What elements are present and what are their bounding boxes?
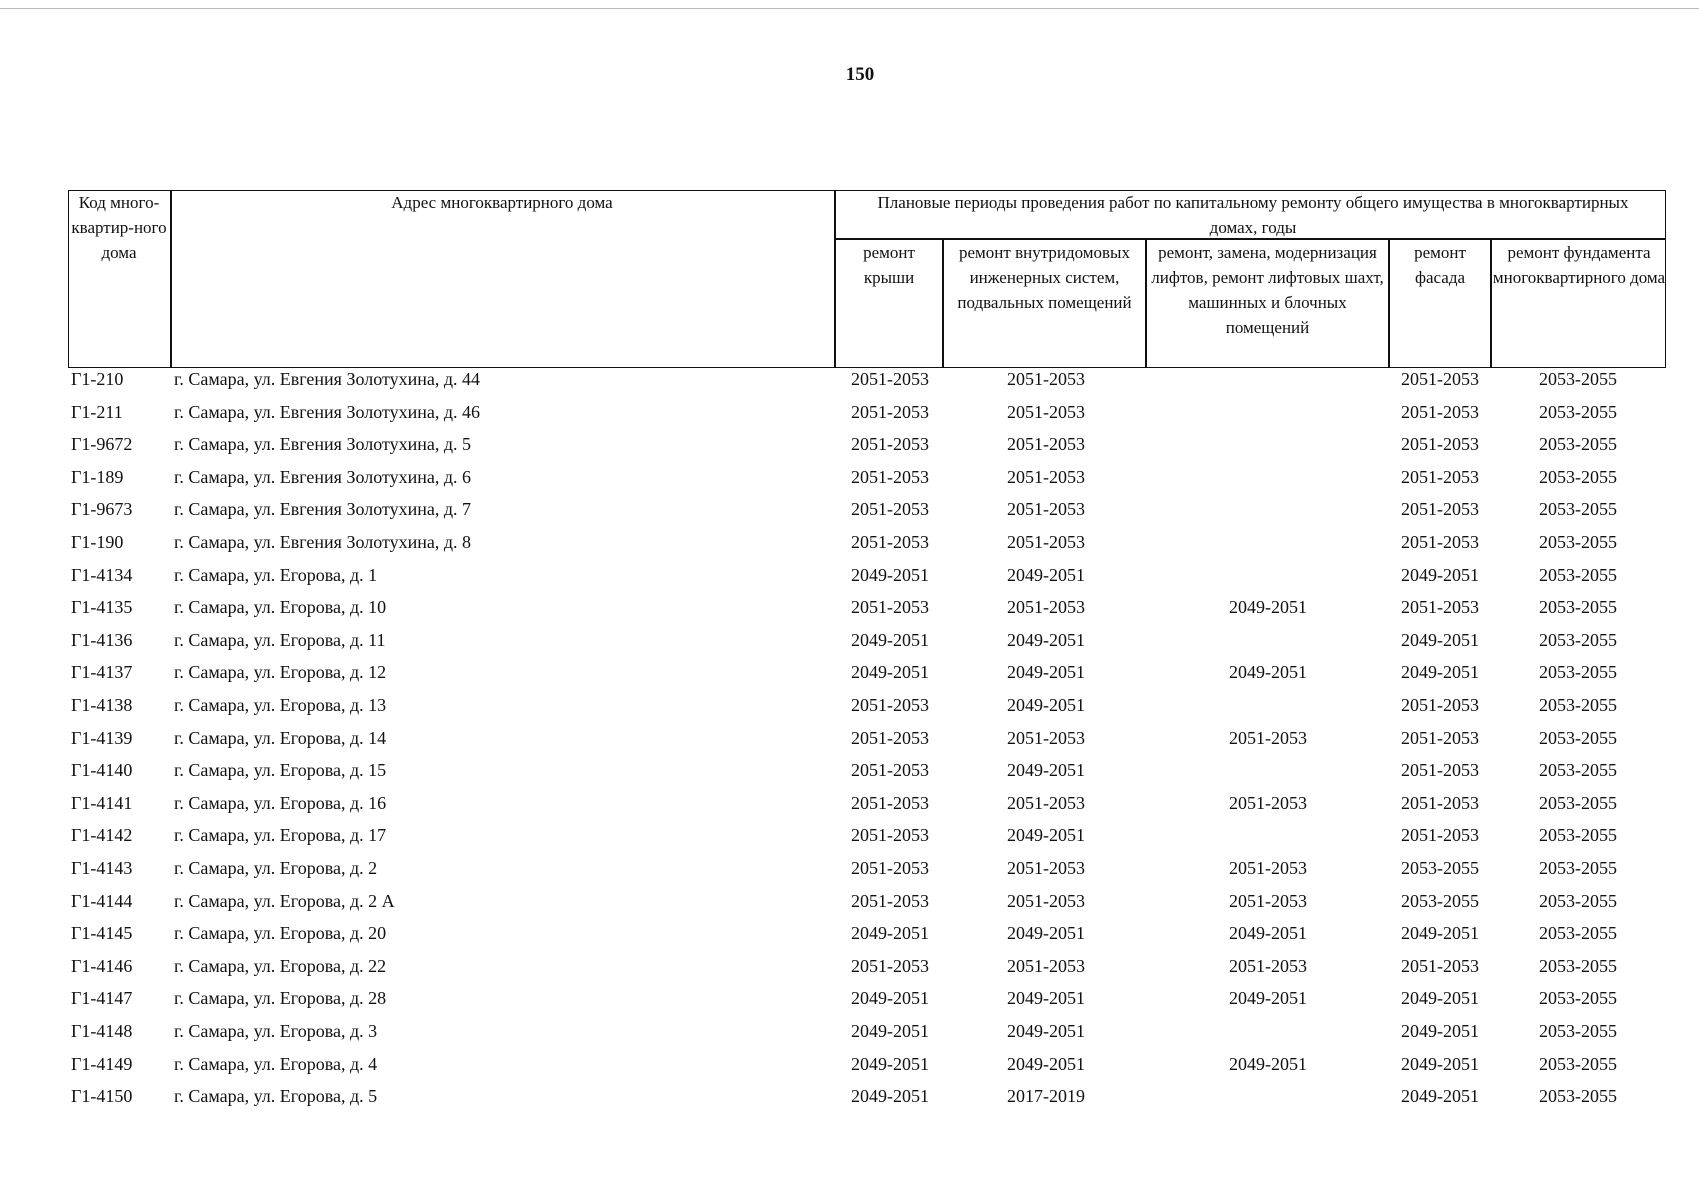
cell-address: г. Самара, ул. Егорова, д. 22 (174, 955, 387, 976)
cell-lifts: 2049-2051 (1229, 923, 1307, 944)
table-row (0, 402, 1699, 434)
table-row (0, 499, 1699, 531)
table-row (0, 956, 1699, 988)
cell-facade: 2049-2051 (1401, 923, 1479, 944)
table-row (0, 891, 1699, 923)
cell-systems: 2017-2019 (1007, 1086, 1085, 1107)
header-address: Адрес многоквартирного дома (391, 193, 613, 212)
cell-foundation: 2053-2055 (1539, 695, 1617, 715)
cell-facade: 2049-2051 (1401, 1086, 1479, 1107)
cell-facade: 2049-2051 (1401, 564, 1479, 585)
cell-address: г. Самара, ул. Егорова, д. 17 (174, 825, 387, 846)
cell-code: Г1-4137 (71, 662, 133, 683)
cell-systems: 2051-2053 (1007, 401, 1085, 422)
cell-foundation: 2053-2055 (1539, 532, 1617, 552)
cell-facade: 2051-2053 (1401, 401, 1479, 422)
cell-facade: 2049-2051 (1401, 988, 1479, 1009)
cell-systems: 2051-2053 (1007, 434, 1085, 455)
cell-foundation: 2053-2055 (1539, 499, 1617, 520)
cell-systems: 2051-2053 (1007, 727, 1085, 748)
table-row (0, 988, 1699, 1020)
cell-code: Г1-4143 (71, 858, 133, 878)
cell-foundation: 2053-2055 (1539, 727, 1617, 748)
cell-lifts: 2049-2051 (1229, 597, 1307, 618)
cell-foundation: 2053-2055 (1539, 890, 1617, 911)
cell-facade: 2053-2055 (1401, 890, 1479, 911)
cell-facade: 2049-2051 (1401, 1021, 1479, 1041)
cell-roof: 2049-2051 (851, 1021, 929, 1041)
cell-foundation: 2053-2055 (1539, 401, 1617, 422)
cell-roof: 2051-2053 (851, 955, 929, 976)
cell-code: Г1-4135 (71, 597, 133, 618)
cell-address: г. Самара, ул. Егорова, д. 12 (174, 662, 387, 683)
cell-code: Г1-211 (71, 401, 123, 422)
cell-code: Г1-4136 (71, 629, 133, 650)
cell-systems: 2049-2051 (1007, 1021, 1085, 1041)
cell-roof: 2049-2051 (851, 662, 929, 683)
cell-systems: 2049-2051 (1007, 1053, 1085, 1074)
cell-address: г. Самара, ул. Егорова, д. 16 (174, 792, 387, 813)
header-foundation: ремонт фундамента многоквартирного дома (1492, 243, 1666, 287)
table-row (0, 1054, 1699, 1086)
cell-systems: 2049-2051 (1007, 988, 1085, 1009)
header-systems: ремонт внутридомовых инженерных систем, подвальных помещений (957, 243, 1132, 312)
cell-foundation: 2053-2055 (1539, 792, 1617, 813)
cell-address: г. Самара, ул. Егорова, д. 28 (174, 988, 387, 1009)
cell-roof: 2051-2053 (851, 597, 929, 618)
cell-facade: 2051-2053 (1401, 369, 1479, 389)
cell-code: Г1-4142 (71, 825, 133, 846)
cell-code: Г1-210 (71, 369, 124, 389)
table-row (0, 662, 1699, 694)
cell-foundation: 2053-2055 (1539, 858, 1617, 878)
cell-roof: 2049-2051 (851, 923, 929, 944)
header-facade: ремонт фасада (1414, 243, 1466, 287)
cell-facade: 2053-2055 (1401, 858, 1479, 878)
cell-address: г. Самара, ул. Егорова, д. 4 (174, 1053, 378, 1074)
cell-code: Г1-4138 (71, 695, 133, 715)
cell-address: г. Самара, ул. Евгения Золотухина, д. 46 (174, 401, 481, 422)
cell-code: Г1-4144 (71, 890, 133, 911)
table-row (0, 825, 1699, 857)
cell-code: Г1-4146 (71, 955, 133, 976)
cell-roof: 2051-2053 (851, 760, 929, 781)
cell-systems: 2049-2051 (1007, 760, 1085, 781)
cell-address: г. Самара, ул. Евгения Золотухина, д. 7 (174, 499, 472, 520)
table-row (0, 467, 1699, 499)
cell-systems: 2049-2051 (1007, 564, 1085, 585)
cell-systems: 2051-2053 (1007, 499, 1085, 520)
cell-foundation: 2053-2055 (1539, 369, 1617, 389)
cell-roof: 2051-2053 (851, 695, 929, 715)
table-row (0, 565, 1699, 597)
cell-foundation: 2053-2055 (1539, 923, 1617, 944)
cell-facade: 2051-2053 (1401, 597, 1479, 618)
cell-facade: 2051-2053 (1401, 532, 1479, 552)
cell-code: Г1-4149 (71, 1053, 133, 1074)
cell-address: г. Самара, ул. Егорова, д. 11 (174, 629, 386, 650)
cell-roof: 2049-2051 (851, 1053, 929, 1074)
cell-code: Г1-4139 (71, 727, 133, 748)
cell-lifts: 2051-2053 (1229, 890, 1307, 911)
header-code: Код много-квартир-ного дома (71, 193, 167, 262)
cell-foundation: 2053-2055 (1539, 1086, 1617, 1107)
cell-roof: 2049-2051 (851, 988, 929, 1009)
cell-address: г. Самара, ул. Егорова, д. 10 (174, 597, 387, 618)
cell-systems: 2051-2053 (1007, 955, 1085, 976)
cell-code: Г1-4147 (71, 988, 133, 1009)
cell-address: г. Самара, ул. Егорова, д. 2 А (174, 890, 395, 911)
cell-foundation: 2053-2055 (1539, 760, 1617, 781)
cell-foundation: 2053-2055 (1539, 466, 1617, 487)
scan-top-border (0, 8, 1699, 9)
cell-code: Г1-4148 (71, 1021, 133, 1041)
cell-facade: 2051-2053 (1401, 825, 1479, 846)
cell-code: Г1-9673 (71, 499, 133, 520)
cell-code: Г1-9672 (71, 434, 133, 455)
table-row (0, 858, 1699, 890)
table-row (0, 695, 1699, 727)
cell-address: г. Самара, ул. Евгения Золотухина, д. 8 (174, 532, 472, 552)
cell-address: г. Самара, ул. Егорова, д. 1 (174, 564, 378, 585)
cell-code: Г1-4145 (71, 923, 133, 944)
cell-systems: 2049-2051 (1007, 923, 1085, 944)
table-row (0, 630, 1699, 662)
table-row (0, 923, 1699, 955)
cell-facade: 2051-2053 (1401, 792, 1479, 813)
cell-address: г. Самара, ул. Егорова, д. 3 (174, 1021, 378, 1041)
cell-facade: 2051-2053 (1401, 695, 1479, 715)
cell-address: г. Самара, ул. Егорова, д. 13 (174, 695, 387, 715)
cell-systems: 2051-2053 (1007, 890, 1085, 911)
cell-code: Г1-4134 (71, 564, 133, 585)
cell-lifts: 2051-2053 (1229, 955, 1307, 976)
cell-systems: 2051-2053 (1007, 597, 1085, 618)
divider (170, 190, 172, 368)
cell-facade: 2051-2053 (1401, 955, 1479, 976)
cell-address: г. Самара, ул. Егорова, д. 20 (174, 923, 387, 944)
cell-systems: 2049-2051 (1007, 825, 1085, 846)
table-row (0, 760, 1699, 792)
cell-lifts: 2049-2051 (1229, 662, 1307, 683)
table-row (0, 1086, 1699, 1118)
cell-roof: 2051-2053 (851, 890, 929, 911)
table-row (0, 728, 1699, 760)
cell-roof: 2049-2051 (851, 564, 929, 585)
table-row (0, 793, 1699, 825)
cell-address: г. Самара, ул. Егорова, д. 2 (174, 858, 378, 878)
cell-systems: 2051-2053 (1007, 466, 1085, 487)
cell-roof: 2051-2053 (851, 532, 929, 552)
header-lifts: ремонт, замена, модернизация лифтов, ремонт лифтовых шахт, машинных и блочных помещений (1151, 243, 1384, 337)
cell-facade: 2049-2051 (1401, 662, 1479, 683)
cell-roof: 2051-2053 (851, 466, 929, 487)
cell-address: г. Самара, ул. Егорова, д. 14 (174, 727, 387, 748)
cell-facade: 2051-2053 (1401, 434, 1479, 455)
cell-facade: 2051-2053 (1401, 499, 1479, 520)
cell-address: г. Самара, ул. Евгения Золотухина, д. 5 (174, 434, 472, 455)
cell-code: Г1-4150 (71, 1086, 133, 1107)
cell-code: Г1-190 (71, 532, 124, 552)
cell-roof: 2051-2053 (851, 401, 929, 422)
cell-address: г. Самара, ул. Егорова, д. 15 (174, 760, 387, 781)
cell-roof: 2051-2053 (851, 825, 929, 846)
header-periods: Плановые периоды проведения работ по капитальному ремонту общего имущества в многоквартирных домах, годы (877, 193, 1629, 237)
table-row (0, 597, 1699, 629)
cell-foundation: 2053-2055 (1539, 825, 1617, 846)
cell-systems: 2051-2053 (1007, 532, 1085, 552)
cell-lifts: 2051-2053 (1229, 792, 1307, 813)
cell-lifts: 2051-2053 (1229, 858, 1307, 878)
table-header (68, 190, 1666, 368)
cell-code: Г1-189 (71, 466, 124, 487)
cell-systems: 2049-2051 (1007, 662, 1085, 683)
cell-lifts: 2049-2051 (1229, 1053, 1307, 1074)
cell-roof: 2049-2051 (851, 629, 929, 650)
cell-systems: 2051-2053 (1007, 858, 1085, 878)
cell-foundation: 2053-2055 (1539, 597, 1617, 618)
cell-roof: 2051-2053 (851, 499, 929, 520)
cell-foundation: 2053-2055 (1539, 662, 1617, 683)
cell-systems: 2049-2051 (1007, 695, 1085, 715)
cell-roof: 2051-2053 (851, 369, 929, 389)
cell-foundation: 2053-2055 (1539, 434, 1617, 455)
cell-code: Г1-4140 (71, 760, 133, 781)
cell-code: Г1-4141 (71, 792, 133, 813)
cell-facade: 2051-2053 (1401, 760, 1479, 781)
cell-facade: 2051-2053 (1401, 727, 1479, 748)
cell-lifts: 2051-2053 (1229, 727, 1307, 748)
cell-address: г. Самара, ул. Егорова, д. 5 (174, 1086, 378, 1107)
table-row (0, 434, 1699, 466)
cell-facade: 2049-2051 (1401, 1053, 1479, 1074)
cell-roof: 2051-2053 (851, 727, 929, 748)
cell-foundation: 2053-2055 (1539, 955, 1617, 976)
cell-foundation: 2053-2055 (1539, 564, 1617, 585)
cell-roof: 2051-2053 (851, 434, 929, 455)
cell-systems: 2051-2053 (1007, 369, 1085, 389)
cell-lifts: 2049-2051 (1229, 988, 1307, 1009)
cell-foundation: 2053-2055 (1539, 988, 1617, 1009)
cell-facade: 2051-2053 (1401, 466, 1479, 487)
table-row (0, 369, 1699, 401)
cell-address: г. Самара, ул. Евгения Золотухина, д. 6 (174, 466, 472, 487)
cell-foundation: 2053-2055 (1539, 1053, 1617, 1074)
header-roof: ремонт крыши (863, 243, 915, 287)
table-row (0, 532, 1699, 564)
cell-roof: 2051-2053 (851, 858, 929, 878)
cell-roof: 2051-2053 (851, 792, 929, 813)
cell-address: г. Самара, ул. Евгения Золотухина, д. 44 (174, 369, 481, 389)
cell-foundation: 2053-2055 (1539, 1021, 1617, 1041)
page-number: 150 (845, 64, 875, 85)
table-row (0, 1021, 1699, 1053)
cell-systems: 2051-2053 (1007, 792, 1085, 813)
cell-foundation: 2053-2055 (1539, 629, 1617, 650)
cell-systems: 2049-2051 (1007, 629, 1085, 650)
cell-facade: 2049-2051 (1401, 629, 1479, 650)
cell-roof: 2049-2051 (851, 1086, 929, 1107)
